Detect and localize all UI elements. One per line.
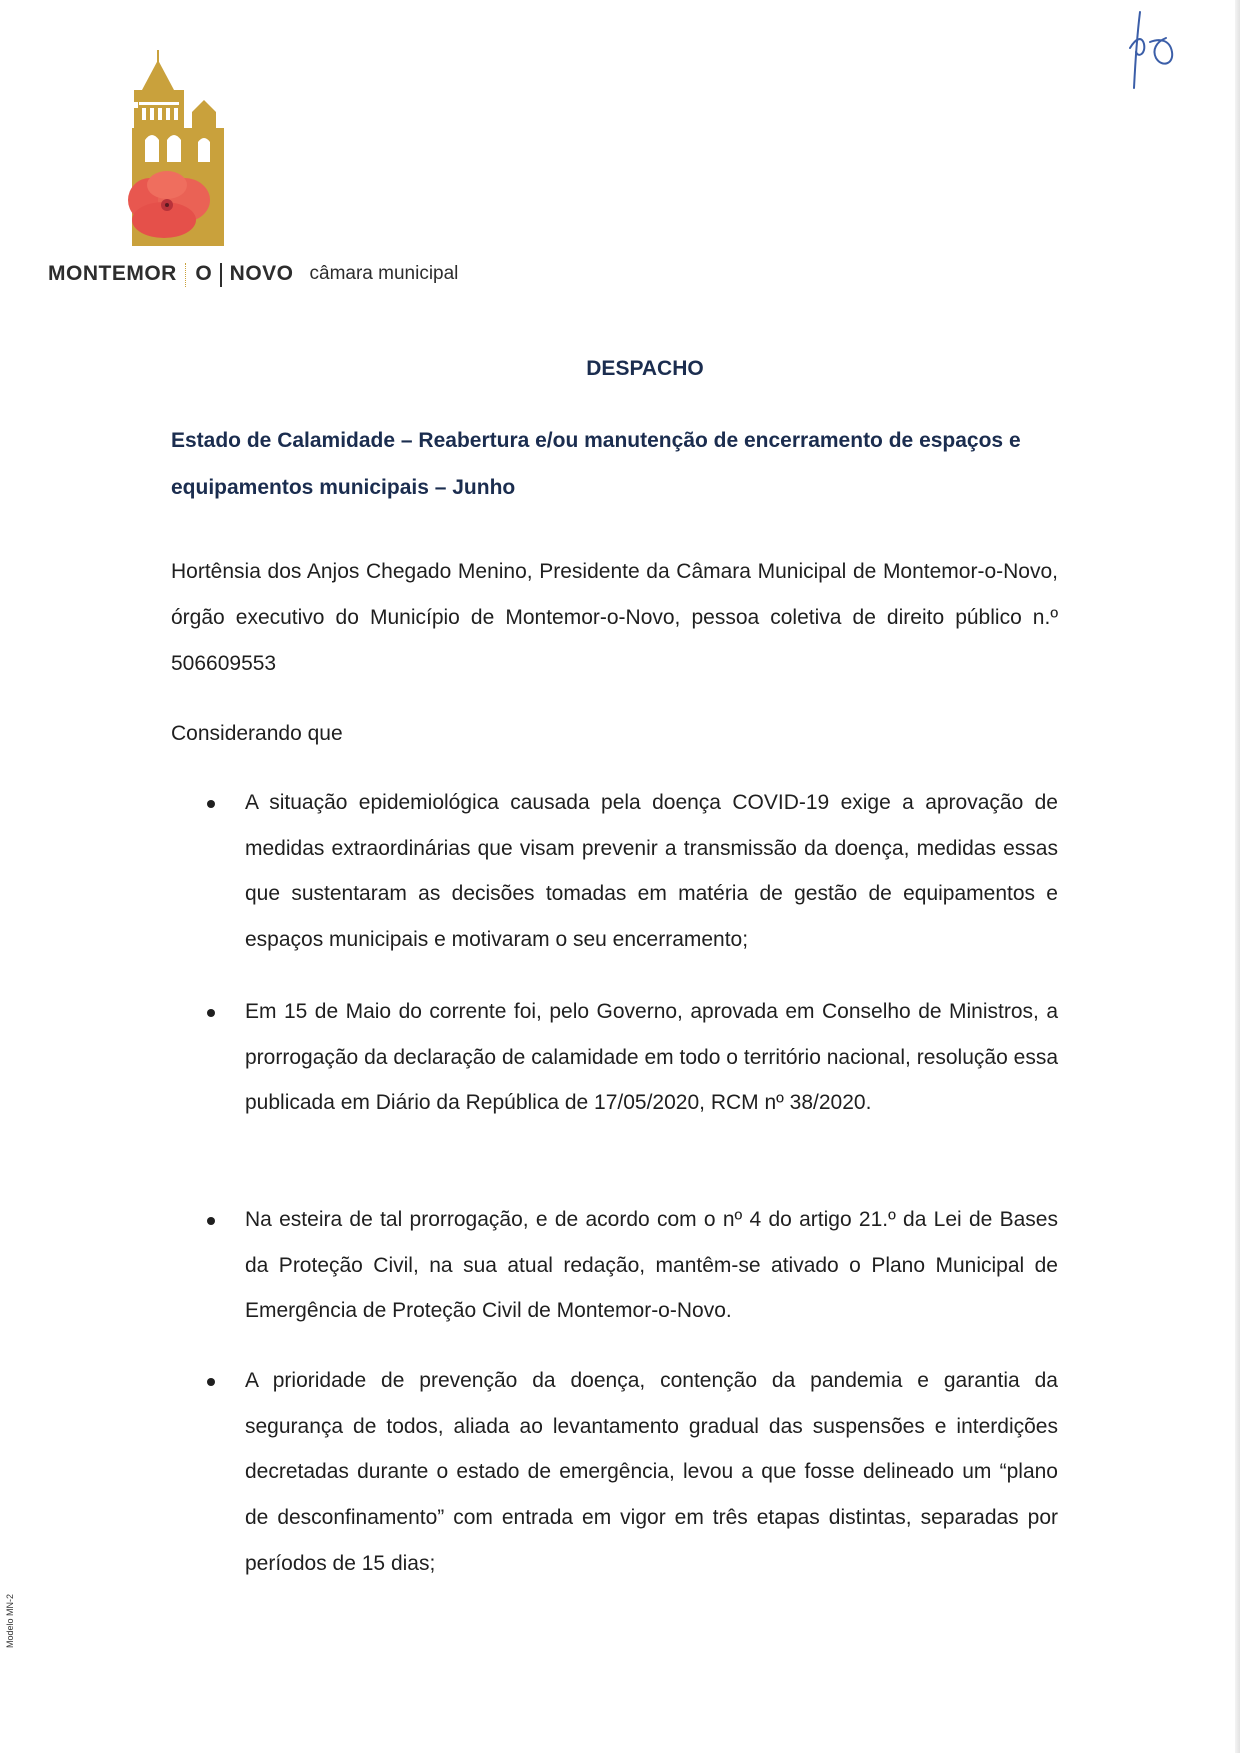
- intro-paragraph: Hortênsia dos Anjos Chegado Menino, Presidente da Câmara Municipal de Montemor-o-Novo, órgão executivo do Município de Montemor-o-Novo, pessoa coletiva de direito público n.º 506609553: [171, 560, 1058, 675]
- bullet-icon: [207, 1378, 215, 1386]
- wordmark-o: O: [195, 262, 213, 285]
- considering-line: Considerando que: [171, 722, 343, 745]
- bullet-icon: [207, 1217, 215, 1225]
- wordmark-subtitle: câmara municipal: [309, 263, 459, 284]
- page-edge: [1235, 0, 1240, 1753]
- wordmark-separator: [185, 263, 188, 287]
- municipality-wordmark: [48, 262, 458, 286]
- handwritten-initials: [1128, 8, 1188, 94]
- list-item: Na esteira de tal prorrogação, e de acordo com o nº 4 do artigo 21.º da Lei de Bases da Proteção Civil, na sua atual redação, mantêm-se ativado o Plano Municipal de Emergência de Proteção Civil de Montemor-o-Novo.: [245, 1208, 1058, 1323]
- form-model-label: Modelo MN-2: [5, 1593, 15, 1648]
- document-subject: Estado de Calamidade – Reabertura e/ou manutenção de encerramento de espaços e equipamentos municipais – Junho: [171, 429, 1021, 499]
- municipality-logo: [112, 50, 224, 246]
- bullet-icon: [207, 800, 215, 808]
- wordmark-separator: [220, 263, 222, 287]
- list-item: A prioridade de prevenção da doença, contenção da pandemia e garantia da segurança de todos, aliada ao levantamento gradual das suspensões e interdições decretadas durante o estado de emergência, levou a que fosse delineado um “plano de desconfinamento” com entrada em vigor em três etapas distintas, separadas por períodos de 15 dias;: [245, 1369, 1058, 1575]
- bullet-icon: [207, 1009, 215, 1017]
- wordmark-novo: NOVO: [229, 262, 294, 285]
- list-item: Em 15 de Maio do corrente foi, pelo Governo, aprovada em Conselho de Ministros, a prorrogação da declaração de calamidade em todo o território nacional, resolução essa publicada em Diário da República de 17/05/2020, RCM nº 38/2020.: [245, 1000, 1058, 1115]
- document-title: DESPACHO: [586, 357, 704, 380]
- wordmark-montemor: MONTEMOR: [48, 262, 177, 285]
- list-item: A situação epidemiológica causada pela doença COVID-19 exige a aprovação de medidas extraordinárias que visam prevenir a transmissão da doença, medidas essas que sustentaram as decisões tomadas em matéria de gestão de equipamentos e espaços municipais e motivaram o seu encerramento;: [245, 791, 1058, 952]
